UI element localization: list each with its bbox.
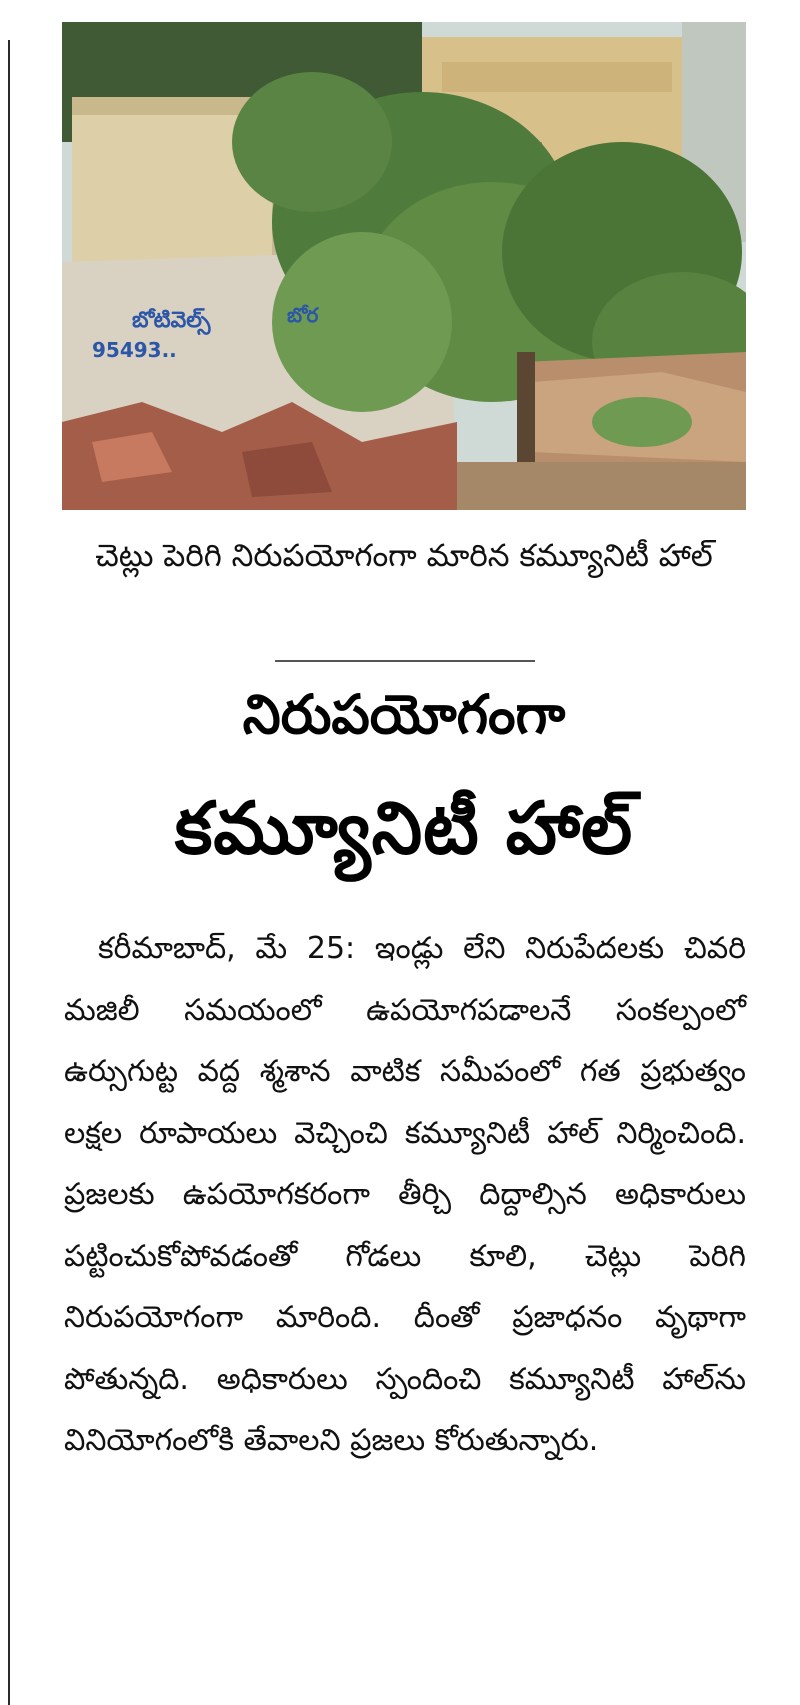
headline-line-1: నిరుపయోగంగా	[242, 683, 566, 746]
wall-graffiti: 95493..	[92, 338, 177, 362]
news-photo	[62, 22, 746, 510]
wall-graffiti: బోటివెల్స్	[132, 308, 211, 333]
caption-divider	[275, 660, 535, 662]
column-rule	[8, 40, 10, 1705]
article-body: కరీమాబాద్, మే 25: ఇండ్లు లేని నిరుపేదలకు చివరి మజిలీ సమయంలో ఉపయోగపడాలనే సంకల్పంలో ఉర్సుగుట్ట వద్ద శ్మశాన వాటిక సమీపంలో గత ప్రభుత్వం లక్షల రూపాయలు వెచ్చించి కమ్యూనిటీ హాల్ నిర్మించింది. ప్రజలకు ఉపయోగకరంగా తీర్చి దిద్దాల్సిన అధికారులు పట్టించుకోపోవడంతో గోడలు కూలి, చెట్లు పెరిగి నిరుపయోగంగా మారింది. దీంతో ప్రజాధనం వృథాగా పోతున్నది. అధికారులు స్పందించి కమ్యూనిటీ హాల్‌ను వినియోగంలోకి తేవాలని ప్రజలు కోరుతున్నారు.	[64, 931, 746, 1458]
headline-line-2: కమ్యూనిటీ హాల్	[174, 786, 634, 870]
wall-graffiti: బోర	[287, 303, 319, 327]
photo-caption: చెట్లు పెరిగి నిరుపయోగంగా మారిన కమ్యూనిటీ హాల్	[95, 538, 713, 574]
